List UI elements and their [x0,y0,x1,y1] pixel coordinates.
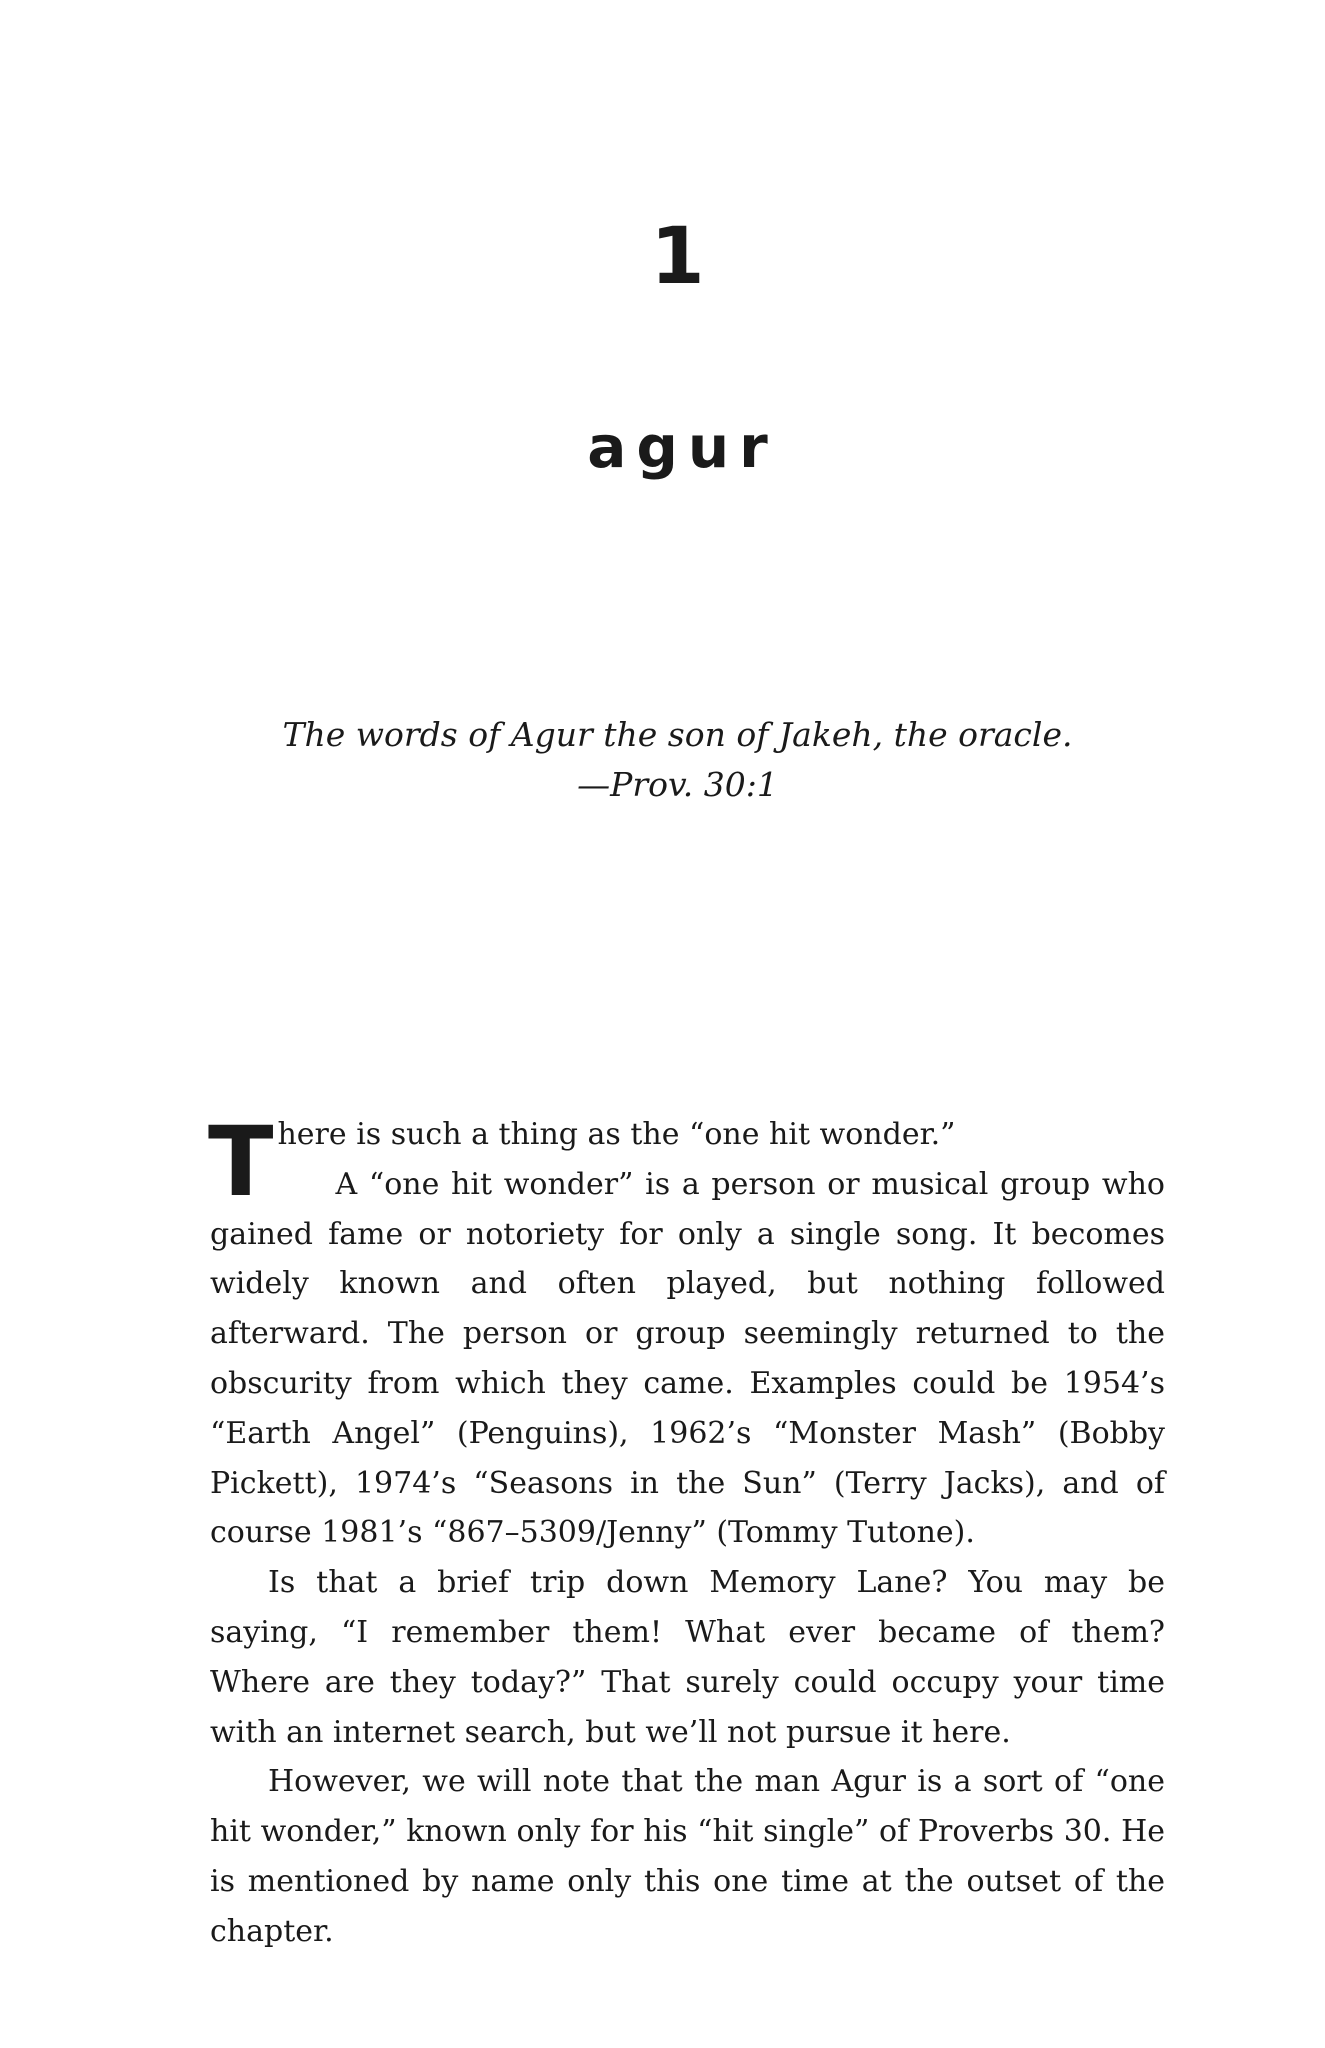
body-paragraph: However, we will note that the man Agur is a sort of “one hit wonder,” known only for his “hit single” of Proverbs 30. He is mentioned by name only this one time at the outset of the chapter. [210,1764,1165,1949]
opening-paragraph [208,1106,1165,1218]
epigraph-quote: The words of Agur the son of Jakeh, the oracle. [282,715,1073,754]
body-paragraph: A “one hit wonder” is a person or musical group who gained fame or notoriety for only a single song. It becomes widely known and often played, but nothing followed afterward. The person or group seemingly returned to the obscurity from which they came. Examples could be 1954’s “Earth Angel” (Penguins), 1962’s “Monster Mash” (Bobby Pickett), 1974’s “Seasons in the Sun” (Terry Jacks), and of course 1981’s “867–5309/Jenny” (Tommy Tutone). [210,1166,1165,1551]
epigraph [0,710,1325,810]
opening-line: here is such a thing as the “one hit wonder.” [277,1117,956,1152]
epigraph-citation: —Prov. 30:1 [577,765,778,804]
chapter-body [208,1106,1165,1957]
body-paragraph: Is that a brief trip down Memory Lane? You may be saying, “I remember them! What ever became of them? Where are they today?” That surely could occupy your time with an internet search, but we’ll not pursue it here. [210,1565,1165,1750]
drop-cap: T [208,1106,274,1218]
chapter-title: agur [587,413,778,481]
chapter-number: 1 [650,212,705,302]
